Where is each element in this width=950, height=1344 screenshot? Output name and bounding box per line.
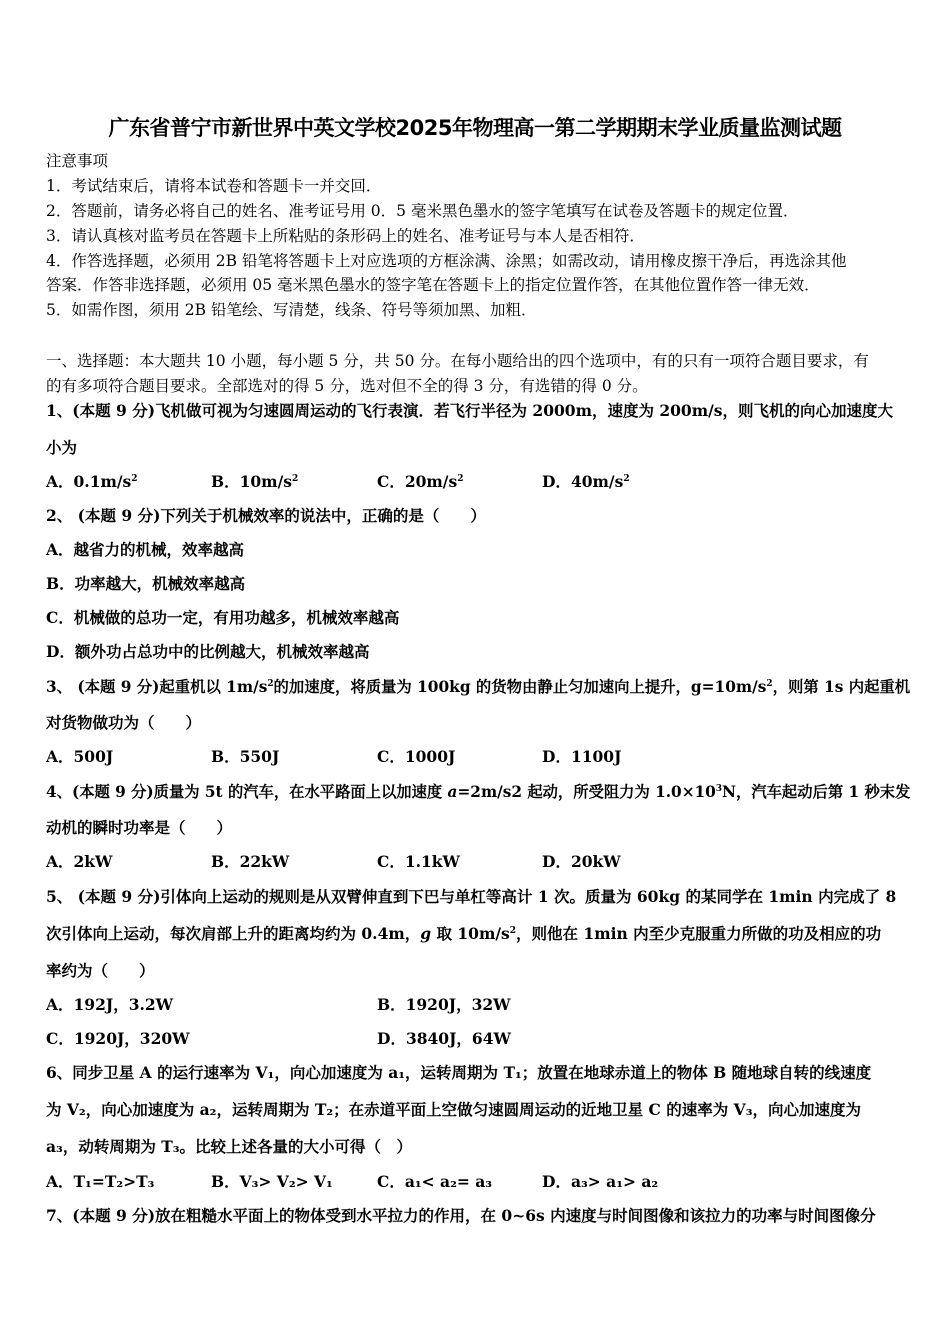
q1-option-a: A．$0.1m/s^2$ (46, 472, 138, 491)
question-5-stem: 率约为（ ） (46, 961, 155, 980)
notice-item: 3．请认真核对监考员在答题卡上所粘贴的条形码上的姓名、准考证号与本人是否相符． (46, 227, 645, 245)
q3-option-d: D．1100J (542, 747, 622, 766)
question-3-stem: 3、 (本题 9 分)起重机以 $1m/s^2$的加速度，将质量为 100kg 的货物由静止匀加速向上提升，$g=10m/s^2$，则第 1s 内起重机 (46, 677, 911, 696)
q4-option-b: B．22kW (211, 852, 290, 871)
question-4-stem: 动机的瞬时功率是（ ） (46, 818, 233, 837)
question-5-stem: 次引体向上运动，每次肩部上升的距离均约为 0.4m，g 取 $10m/s^2$，则他在 1min 内至少克服重力所做的功及相应的功 (46, 924, 882, 943)
notice-item: 4．作答选择题，必须用 2B 铅笔将答题卡上对应选项的方框涂满、涂黑；如需改动，请用橡皮擦干净后，再选涂其他 (46, 252, 847, 270)
notice-item: 1．考试结束后，请将本试卷和答题卡一并交回． (46, 177, 382, 195)
page-title: 广东省普宁市新世界中英文学校2025年物理高一第二学期期末学业质量监测试题 (108, 116, 842, 140)
q3-option-b: B．550J (211, 747, 280, 766)
q4-option-d: D．20kW (542, 852, 621, 871)
q3-option-c: C．1000J (377, 747, 456, 766)
q2-option-d: D．额外功占总功中的比例越大，机械效率越高 (46, 642, 370, 661)
question-2-stem: 2、 (本题 9 分)下列关于机械效率的说法中，正确的是（ ） (46, 506, 486, 525)
q2-option-b: B．功率越大，机械效率越高 (46, 574, 246, 593)
q3-option-a: A．500J (46, 747, 114, 766)
q5-option-b: B．1920J，32W (377, 995, 511, 1014)
q6-option-a: A．T₁=T₂>T₃ (46, 1172, 155, 1191)
q6-option-c: C．a₁< a₂= a₃ (377, 1172, 493, 1191)
q4-option-a: A．2kW (46, 852, 113, 871)
question-4-stem: 4、(本题 9 分)质量为 5t 的汽车，在水平路面上以加速度 a=2m/s2 起动，所受阻力为 $1.0\times 10^3N$，汽车起动后第 1 秒末发 (46, 782, 911, 801)
q2-option-c: C．机械做的总功一定，有用功越多，机械效率越高 (46, 608, 400, 627)
question-3-stem: 对货物做功为（ ） (46, 713, 202, 732)
notice-item: 答案．作答非选择题，必须用 05 毫米黑色墨水的签字笔在答题卡上的指定位置作答，在其他位置作答一律无效． (46, 276, 820, 294)
q1-option-b: B．$10m/s^2$ (211, 472, 299, 491)
question-6-stem: 6、同步卫星 A 的运行速率为 V₁，向心加速度为 a₁，运转周期为 T₁；放置在地球赤道上的物体 B 随地球自转的线速度 (46, 1063, 872, 1082)
section-intro: 的有多项符合题目要求。全部选对的得 5 分，选对但不全的得 3 分，有选错的得 0 分。 (46, 377, 648, 395)
notice-heading: 注意事项 (46, 152, 109, 170)
question-5-stem: 5、 (本题 9 分)引体向上运动的规则是从双臂伸直到下巴与单杠等高计 1 次。质量为 60kg 的某同学在 1min 内完成了 8 (46, 887, 897, 906)
question-6-stem: 为 V₂，向心加速度为 a₂，运转周期为 T₂；在赤道平面上空做匀速圆周运动的近地卫星 C 的速率为 V₃，向心加速度为 (46, 1100, 862, 1119)
q1-option-c: C．$20m/s^2$ (377, 472, 464, 491)
q5-option-d: D．3840J，64W (377, 1029, 511, 1048)
q5-option-c: C．1920J，320W (46, 1029, 190, 1048)
notice-item: 2．答题前，请务必将自己的姓名、准考证号用 0．5 毫米黑色墨水的签字笔填写在试卷及答题卡的规定位置． (46, 202, 799, 220)
question-6-stem: a₃，动转周期为 T₃。比较上述各量的大小可得（ ） (46, 1137, 413, 1156)
notice-item: 5．如需作图，须用 2B 铅笔绘、写清楚，线条、符号等须加黑、加粗． (46, 301, 537, 319)
q5-option-a: A．192J，3.2W (46, 995, 174, 1014)
q1-option-d: D．$40m/s^2$ (542, 472, 630, 491)
question-7-stem: 7、(本题 9 分)放在粗糙水平面上的物体受到水平拉力的作用，在 0~6s 内速度与时间图像和该拉力的功率与时间图像分 (46, 1206, 876, 1225)
q6-option-d: D．a₃> a₁> a₂ (542, 1172, 659, 1191)
section-intro: 一、选择题：本大题共 10 小题，每小题 5 分，共 50 分。在每小题给出的四个选项中，有的只有一项符合题目要求，有 (46, 352, 869, 370)
q6-option-b: B．V₃> V₂> V₁ (211, 1172, 333, 1191)
question-1-stem: 1、(本题 9 分)飞机做可视为匀速圆周运动的飞行表演．若飞行半径为 2000m，速度为 200m/s，则飞机的向心加速度大 (46, 401, 894, 420)
q4-option-c: C．1.1kW (377, 852, 460, 871)
question-1-stem: 小为 (46, 438, 78, 457)
q2-option-a: A．越省力的机械，效率越高 (46, 540, 245, 559)
